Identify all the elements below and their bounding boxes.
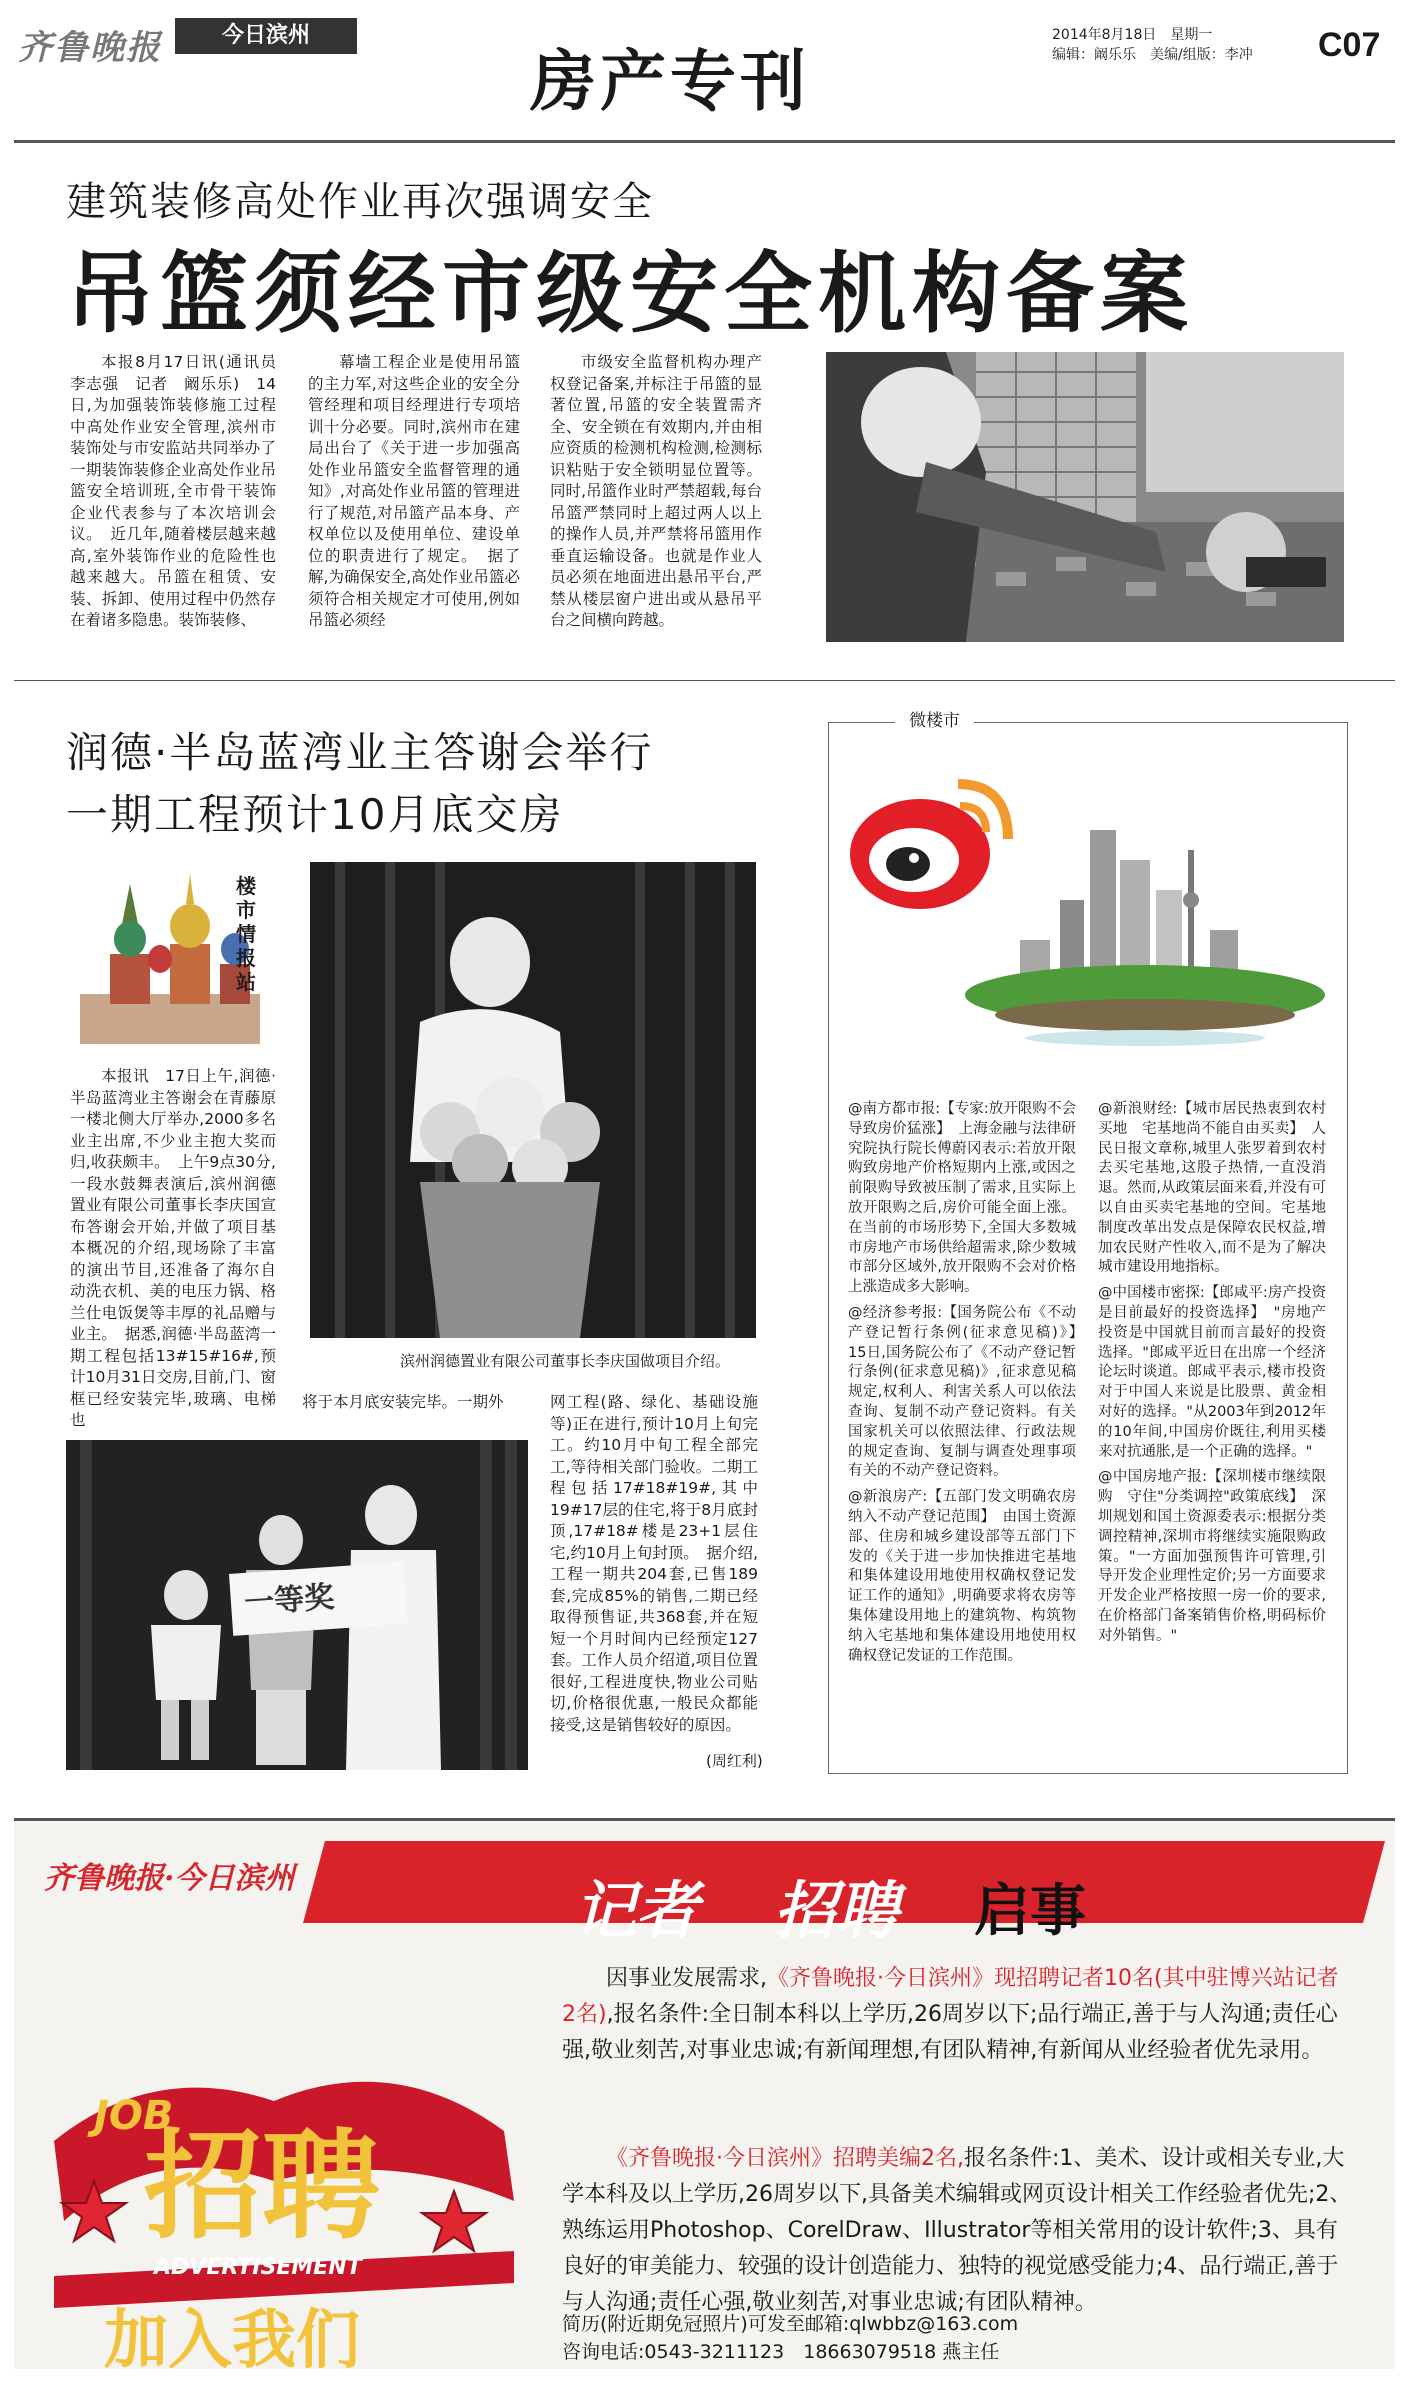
article2-headline-2: 一期工程预计10月底交房	[66, 790, 564, 839]
column-badge: 楼市情报站	[236, 874, 256, 994]
job-small-text: JOB	[94, 2093, 174, 2139]
job-graphic	[34, 2021, 534, 2378]
weibo-item: @中国楼市密探:【郎咸平:房产投资是目前最好的投资选择】 "房地产投资是中国就目前而言最好的投资选择。"郎咸平近日在出席一个经济论坛时谈道。郎咸平表示,楼市投资对于中国人来说是比股票、黄金相对好的选择。"从2003年到2012年的10年间,中国房价既往,利用买楼来对抗通胀,是一个正确的选择。"	[1098, 1285, 1326, 1460]
speaker-photo-caption: 滨州润德置业有限公司董事长李庆国做项目介绍。	[400, 1352, 731, 1370]
article2-column-1: 本报讯 17日上午,润德·半岛蓝湾业主答谢会在青藤原一楼北侧大厅举办,2000多名业主出席,不少业主抱大奖而归,收获颇丰。 上午9点30分,一段水鼓舞表演后,滨州润德置业有限公司董事长李庆国宣布答谢会开始,并做了项目基本概况的介绍,现场除了丰富的演出节目,还准备了海尔自动洗衣机、美的电压力锅、格兰仕电饭煲等丰厚的礼品赠与业主。 据悉,润德·半岛蓝湾一期工程包括13#15#16#,预计10月31日交房,目前,门、窗框已经安装完毕,玻璃、电梯也	[70, 1067, 276, 1429]
ad-title-3: 启事	[974, 1879, 1086, 1944]
weibo-item: @南方都市报:【专家:放开限购不会导致房价猛涨】 上海金融与法律研究院执行院长傅蔚冈表示:若放开限购致房地产价格短期内上涨,或因之前限购导致被压制了需求,且实际上放开限购之后,房价可能全面上涨。在当前的市场形势下,全国大多数城市房地产市场供给超需求,除少数城市部分区域外,放开限购不会对价格上涨造成多大影响。	[848, 1101, 1076, 1296]
editor-credits: 编辑：阚乐乐 美编/组版：李冲	[1052, 47, 1253, 63]
weibo-column-2	[1098, 1100, 1326, 1653]
weibo-column-1	[848, 1100, 1091, 1672]
designer-recruit-text: 《齐鲁晚报·今日滨州》招聘美编2名,报名条件:1、美术、设计或相关专业,大学本科及以上学历,26周岁以下,具备美术编辑或网页设计相关工作经验者优先;2、熟练运用Photoshop、CorelDraw、Illustrator等相关常用的设计软件;3、具有良好的审美能力、较强的设计创造能力、独特的视觉感受能力;4、品行端正,善于与人沟通;责任心强,敬业刻苦,对事业忠诚;有团队精神。	[562, 2146, 1352, 2315]
article2-byline: (周红利)	[706, 1752, 763, 1770]
article1-headline: 吊篮须经市级安全机构备案	[66, 242, 1195, 345]
speaker-photo	[310, 862, 756, 1338]
gondola-worker-photo	[826, 352, 1344, 642]
section-title: 房产专刊	[530, 42, 810, 120]
ad-contact-phone: 咨询电话:0543-3211123 18663079518 燕主任	[562, 2341, 1000, 2363]
weibo-item: @经济参考报:【国务院公布《不动产登记暂行条例(征求意见稿)》】 15日,国务院公布了《不动产登记暂行条例(征求意见稿)》,征求意见稿规定,权利人、利害关系人可以依法查询、复制不动产登记资料。有关国家机关可以依照法律、行政法规的规定查询、复制与调查处理事项有关的不动产登记资料。	[848, 1304, 1091, 1480]
city-island-illustration	[960, 790, 1330, 1050]
reporter-recruit-text: 因事业发展需求,《齐鲁晚报·今日滨州》现招聘记者10名(其中驻博兴站记者2名),报名条件:全日制本科以上学历,26周岁以下;品行端正,善于与人沟通;责任心强,敬业刻苦,对事业忠诚;有新闻理想,有团队精神,有新闻从业经验者优先录用。	[562, 1966, 1339, 2063]
newspaper-logo: 齐鲁晚报	[18, 28, 162, 68]
prize-banner-text: 一等奖	[243, 1579, 336, 1622]
prize-winners-photo	[66, 1440, 528, 1770]
weibo-box-label: 微楼市	[895, 706, 974, 731]
issue-date: 2014年8月18日 星期一	[1052, 27, 1213, 43]
article2-headline-1: 润德·半岛蓝湾业主答谢会举行	[66, 728, 654, 777]
page-number: C07	[1318, 26, 1381, 64]
article2-column-3: 网工程(路、绿化、基础设施等)正在进行,预计10月上旬完工。约10月中旬工程全部完工,等待相关部门验收。二期工程包括17#18#19#,其中19#17层的住宅,将于8月底封顶,17#18#楼是23+1层住宅,约10月上旬封顶。 据介绍,工程一期共204套,已售189套,完成85%的销售,二期已经取得预售证,共368套,并在短短一个月时间内已经预定127套。工作人员介绍道,项目位置很好,工程进度快,物业公司贴切,价格很优惠,一般民众都能接受,这是销售较好的原因。	[550, 1393, 758, 1734]
job-ribbon-text: ADVERTISEMENT	[154, 2255, 362, 2280]
job-big-text: 招聘	[144, 2117, 381, 2255]
ad-title-2: 招聘	[774, 1874, 899, 1947]
header-rule	[14, 140, 1395, 143]
ad-brand: 齐鲁晚报·今日滨州	[44, 1861, 295, 1896]
ad-contact-email: 简历(附近期免冠照片)可发至邮箱:qlwbbz@163.com	[562, 2313, 1019, 2335]
article1-column-1: 本报8月17日讯(通讯员 李志强 记者 阚乐乐) 14日,为加强装饰装修施工过程中高处作业安全管理,滨州市装饰处与市安监站共同举办了一期装饰装修企业高处作业吊篮安全培训班,全市骨干装饰企业代表参与了本次培训会议。 近几年,随着楼层越来越高,室外装饰作业的危险性也越来越大。吊篮在租赁、安装、拆卸、使用过程中仍然存在着诸多隐患。装饰装修、	[70, 353, 276, 629]
ad-title-1: 记者	[574, 1874, 699, 1947]
article1-column-3: 市级安全监督机构办理产权登记备案,并标注于吊篮的显著位置,吊篮的安全装置需齐全、安全锁在有效期内,并由相应资质的检测机构检测,检测标识粘贴于安全锁明显位置等。同时,吊篮作业时严禁超载,每台吊篮严禁同时上超过两人以上的操作人员,并严禁将吊篮用作垂直运输设备。也就是作业人员必须在地面进出悬吊平台,严禁从楼层窗户进出或从悬吊平台之间横向跨越。	[550, 353, 762, 629]
article-divider	[14, 680, 1395, 681]
weibo-item: @新浪财经:【城市居民热衷到农村买地 宅基地尚不能自由买卖】 人民日报文章称,城里人张罗着到农村去买宅基地,这股子热情,一直没消退。然而,从政策层面来看,并没有可以自由买卖宅基地的空间。宅基地制度改革出发点是保障农民权益,增加农民财产性收入,而不是为了解决城市建设用地指标。	[1098, 1101, 1326, 1276]
article1-column-2: 幕墙工程企业是使用吊篮的主力军,对这些企业的安全分管经理和项目经理进行专项培训十分必要。同时,滨州市在建局出台了《关于进一步加强高处作业吊篮安全监督管理的通知》,对高处作业吊篮的管理进行了规范,对吊篮产品本身、产权单位以及使用单位、建设单位的职责进行了规定。 据了解,为确保安全,高处作业吊篮必须符合相关规定才可使用,例如吊篮必须经	[308, 353, 520, 629]
recruitment-ad	[14, 1818, 1395, 2378]
edition-label: 今日滨州	[175, 18, 357, 54]
weibo-item: @中国房地产报:【深圳楼市继续限购 守住"分类调控"政策底线】 深圳规划和国土资源委表示:根据分类调控精神,深圳市将继续实施限购政策。"一方面加强预售许可管理,引导开发企业理性定价;另一方面要求开发企业严格按照一房一价的要求,在价格部门备案销售价格,明码标价对外销售。"	[1098, 1469, 1326, 1644]
article2-column-2: 将于本月底安装完毕。一期外	[302, 1393, 504, 1411]
job-join-text: 加入我们	[104, 2304, 360, 2378]
weibo-item: @新浪房产:【五部门发文明确农房纳入不动产登记范围】 由国土资源部、住房和城乡建设部等五部门下发的《关于进一步加快推进宅基地和集体建设用地使用权确权登记发证工作的通知》,明确要求将农房等集体建设用地上的建筑物、构筑物纳入宅基地和集体建设用地使用权确权登记发证的工作范围。	[848, 1489, 1076, 1664]
article1-kicker: 建筑装修高处作业再次强调安全	[66, 179, 654, 225]
